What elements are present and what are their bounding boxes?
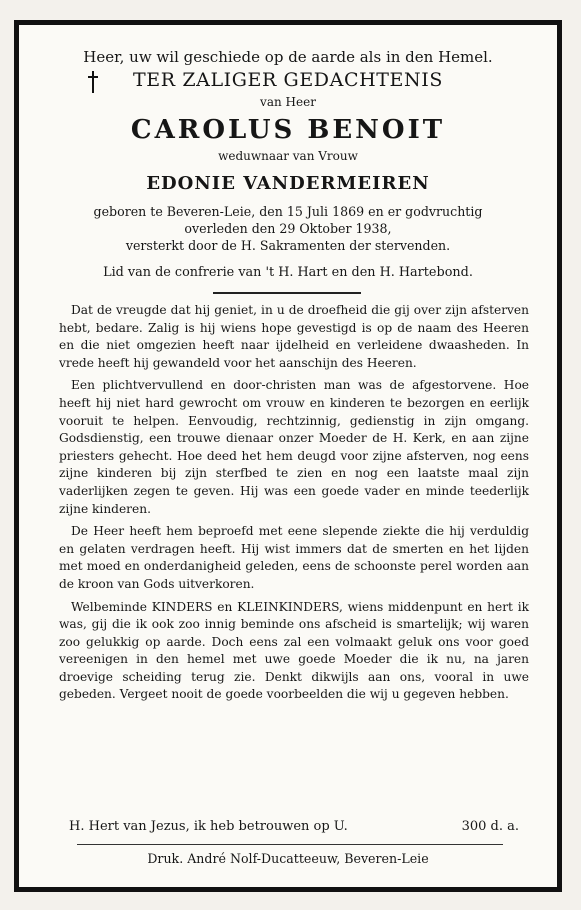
- indulgence-text: 300 d. a.: [461, 819, 519, 834]
- wife-name: EDONIE VANDERMEIREN: [146, 173, 430, 194]
- paragraph: Welbeminde KINDERS en KLEINKINDERS, wiens middenpunt en hert ik was, gij die ik ook zoo innig beminde ons afscheid is smartelijk; wij waren zoo gelukkig op aarde. Doch eens zal een volmaakt geluk ons voor goed vereenigen in den hemel met uwe goede Moeder die ik nu, na jaren droevige scheiding terug zie. Denkt dikwijls aan ons, vooral in uwe gebeden. Vergeet nooit de goede voorbeelden die wij u gegeven hebben.: [59, 599, 529, 702]
- printer-line: Druk. André Nolf-Ducatteeuw, Beveren-Leie: [147, 851, 429, 866]
- birth-death-lines: [19, 203, 557, 254]
- memorial-title: TER ZALIGER GEDACHTENIS: [133, 69, 443, 91]
- paragraph: De Heer heeft hem beproefd met eene slepende ziekte die hij verduldig en gelaten verdragen heeft. Hij wist immers dat de smerten en het lijden met moed en onderdanigheid geleden, eens de schoonste perel worden aan de kroon van Gods uitverkoren.: [59, 524, 529, 591]
- sacraments-text: versterkt door de H. Sakramenten der stervenden.: [125, 238, 451, 253]
- bottom-divider: [77, 844, 503, 845]
- membership-line: Lid van de confrerie van 't H. Hart en den H. Hartebond.: [103, 265, 473, 280]
- memorial-card: [14, 20, 562, 892]
- birth-death-text: geboren te Beveren-Leie, den 15 Juli 1869 en er godvruchtig overleden den 29 Oktober 1938,: [93, 204, 483, 236]
- body-text: [59, 302, 529, 709]
- deceased-name: CAROLUS BENOIT: [130, 115, 446, 145]
- van-heer-line: van Heer: [260, 95, 316, 109]
- paragraph: Een plichtvervullend en door-christen man was de afgestorvene. Hoe heeft hij niet hard gewrocht om vrouw en kinderen te bezorgen en eerlijk vooruit te helpen. Eenvoudig, rechtzinnig, gedienstig in zijn omgang. Godsdienstig, een trouwe dienaar onzer Moeder de H. Kerk, en aan zijne priesters gehecht. Hoe deed het hem deugd voor zijne afsterven, nog eens zijne kinderen bij zijn sterfbed te zien en nog een laatste maal zijn vaderlijken zegen te geven. Hij was een goede vader en minde teederlijk zijne kinderen.: [59, 378, 529, 516]
- prayer-line: Heer, uw wil geschiede op de aarde als in den Hemel.: [83, 48, 493, 66]
- divider: [213, 292, 361, 294]
- invocation-text: H. Hert van Jezus, ik heb betrouwen op U.: [69, 819, 348, 834]
- widower-line: weduwnaar van Vrouw: [218, 149, 358, 163]
- invocation-line: [69, 819, 519, 834]
- paragraph: Dat de vreugde dat hij geniet, in u de droefheid die gij over zijn afsterven hebt, bedare. Zalig is hij wiens hope gevestigd is op de naam des Heeren en die niet omgezien heeft naar ijdelheid en verleidene dwaasheden. In vrede heeft hij gewandeld voor het aanschijn des Heeren.: [59, 303, 529, 370]
